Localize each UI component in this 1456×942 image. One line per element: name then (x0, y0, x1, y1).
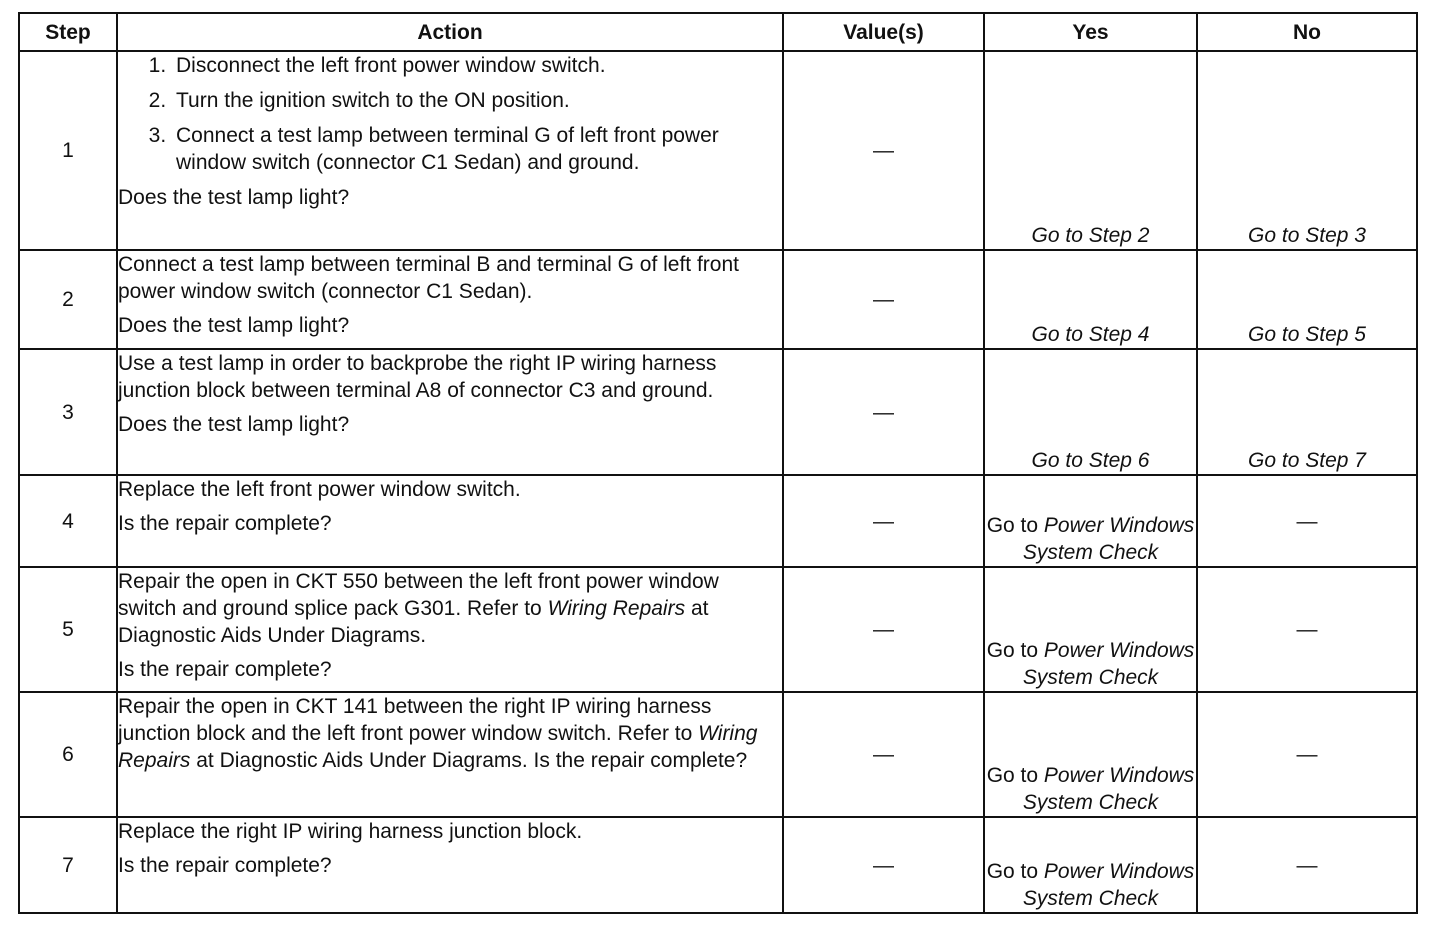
diagnostic-table (18, 12, 1418, 914)
yes-link[interactable] (984, 692, 1197, 817)
action-text: Use a test lamp in order to backprobe the right IP wiring harness junction block between terminal A8 of connector C3 and ground. (118, 352, 717, 402)
no-value: — (1197, 475, 1417, 567)
action-cell (117, 475, 783, 567)
header-no: No (1197, 13, 1417, 51)
table-row (19, 817, 1417, 913)
yes-link[interactable]: Go to Step 4 (984, 250, 1197, 349)
yes-link[interactable] (984, 567, 1197, 692)
no-value: — (1197, 567, 1417, 692)
no-value: — (1197, 692, 1417, 817)
header-values: Value(s) (783, 13, 984, 51)
action-question: Does the test lamp light? (118, 413, 350, 436)
step-number: 6 (19, 692, 117, 817)
list-item: 3. Connect a test lamp between terminal G of left front power window switch (connector C1 Sedan) and ground. (172, 122, 782, 176)
value-cell: — (783, 250, 984, 349)
table-row (19, 692, 1417, 817)
list-item: 1. Disconnect the left front power window switch. (172, 52, 782, 79)
table-row (19, 349, 1417, 475)
yes-prefix: Go to (986, 514, 1039, 537)
action-text-start: Repair the open in CKT 550 between the left front power window switch and ground splice pack G301. Refer to (118, 570, 719, 620)
wiring-repairs-ref: Wiring Repairs (547, 597, 686, 620)
table-row (19, 250, 1417, 349)
step-number: 1 (19, 51, 117, 250)
step-number: 7 (19, 817, 117, 913)
action-text: Replace the right IP wiring harness junction block. (118, 820, 583, 843)
list-item: 2. Turn the ignition switch to the ON position. (172, 87, 782, 114)
wiring-repairs-ref: Wiring Repairs (118, 722, 758, 772)
value-cell: — (783, 349, 984, 475)
value-cell: — (783, 817, 984, 913)
value-cell: — (783, 475, 984, 567)
action-question: Is the repair complete? (118, 658, 332, 681)
action-text (118, 568, 782, 649)
action-question: Is the repair complete? (118, 854, 332, 877)
action-text: Connect a test lamp between terminal B and terminal G of left front power window switch (connector C1 Sedan). (118, 253, 739, 303)
action-question: Is the repair complete? (118, 512, 332, 535)
header-step: Step (19, 13, 117, 51)
header-row (19, 13, 1417, 51)
action-text-start: Repair the open in CKT 141 between the right IP wiring harness junction block and the left front power window switch. Refer to (118, 695, 712, 745)
yes-target: Power Windows System Check (1022, 639, 1195, 689)
no-link[interactable]: Go to Step 3 (1197, 51, 1417, 250)
table-row (19, 51, 1417, 250)
yes-target: Power Windows System Check (1022, 860, 1195, 910)
yes-prefix: Go to (986, 639, 1039, 662)
action-cell (117, 817, 783, 913)
action-cell (117, 692, 783, 817)
step-number: 3 (19, 349, 117, 475)
yes-target: Power Windows System Check (1022, 764, 1195, 814)
step-number: 2 (19, 250, 117, 349)
yes-prefix: Go to (986, 764, 1039, 787)
action-text (118, 693, 782, 774)
action-question: Does the test lamp light? (118, 314, 350, 337)
action-text-end: at Diagnostic Aids Under Diagrams. (118, 597, 709, 647)
no-value: — (1197, 817, 1417, 913)
value-cell: — (783, 567, 984, 692)
yes-target: Power Windows System Check (1022, 514, 1195, 564)
action-steps-list (118, 52, 782, 176)
table-row (19, 567, 1417, 692)
value-cell: — (783, 51, 984, 250)
yes-prefix: Go to (986, 860, 1039, 883)
action-text-end: at Diagnostic Aids Under Diagrams. (196, 749, 528, 772)
yes-link[interactable] (984, 475, 1197, 567)
action-cell (117, 250, 783, 349)
header-yes: Yes (984, 13, 1197, 51)
step-number: 5 (19, 567, 117, 692)
yes-link[interactable]: Go to Step 6 (984, 349, 1197, 475)
action-question: Does the test lamp light? (118, 186, 350, 209)
action-question: Is the repair complete? (533, 749, 748, 772)
step-number: 4 (19, 475, 117, 567)
no-link[interactable]: Go to Step 5 (1197, 250, 1417, 349)
no-link[interactable]: Go to Step 7 (1197, 349, 1417, 475)
value-cell: — (783, 692, 984, 817)
action-cell (117, 567, 783, 692)
action-text: Replace the left front power window switch. (118, 478, 521, 501)
yes-link[interactable]: Go to Step 2 (984, 51, 1197, 250)
action-cell (117, 349, 783, 475)
table-row (19, 475, 1417, 567)
yes-link[interactable] (984, 817, 1197, 913)
header-action: Action (117, 13, 783, 51)
action-cell (117, 51, 783, 250)
